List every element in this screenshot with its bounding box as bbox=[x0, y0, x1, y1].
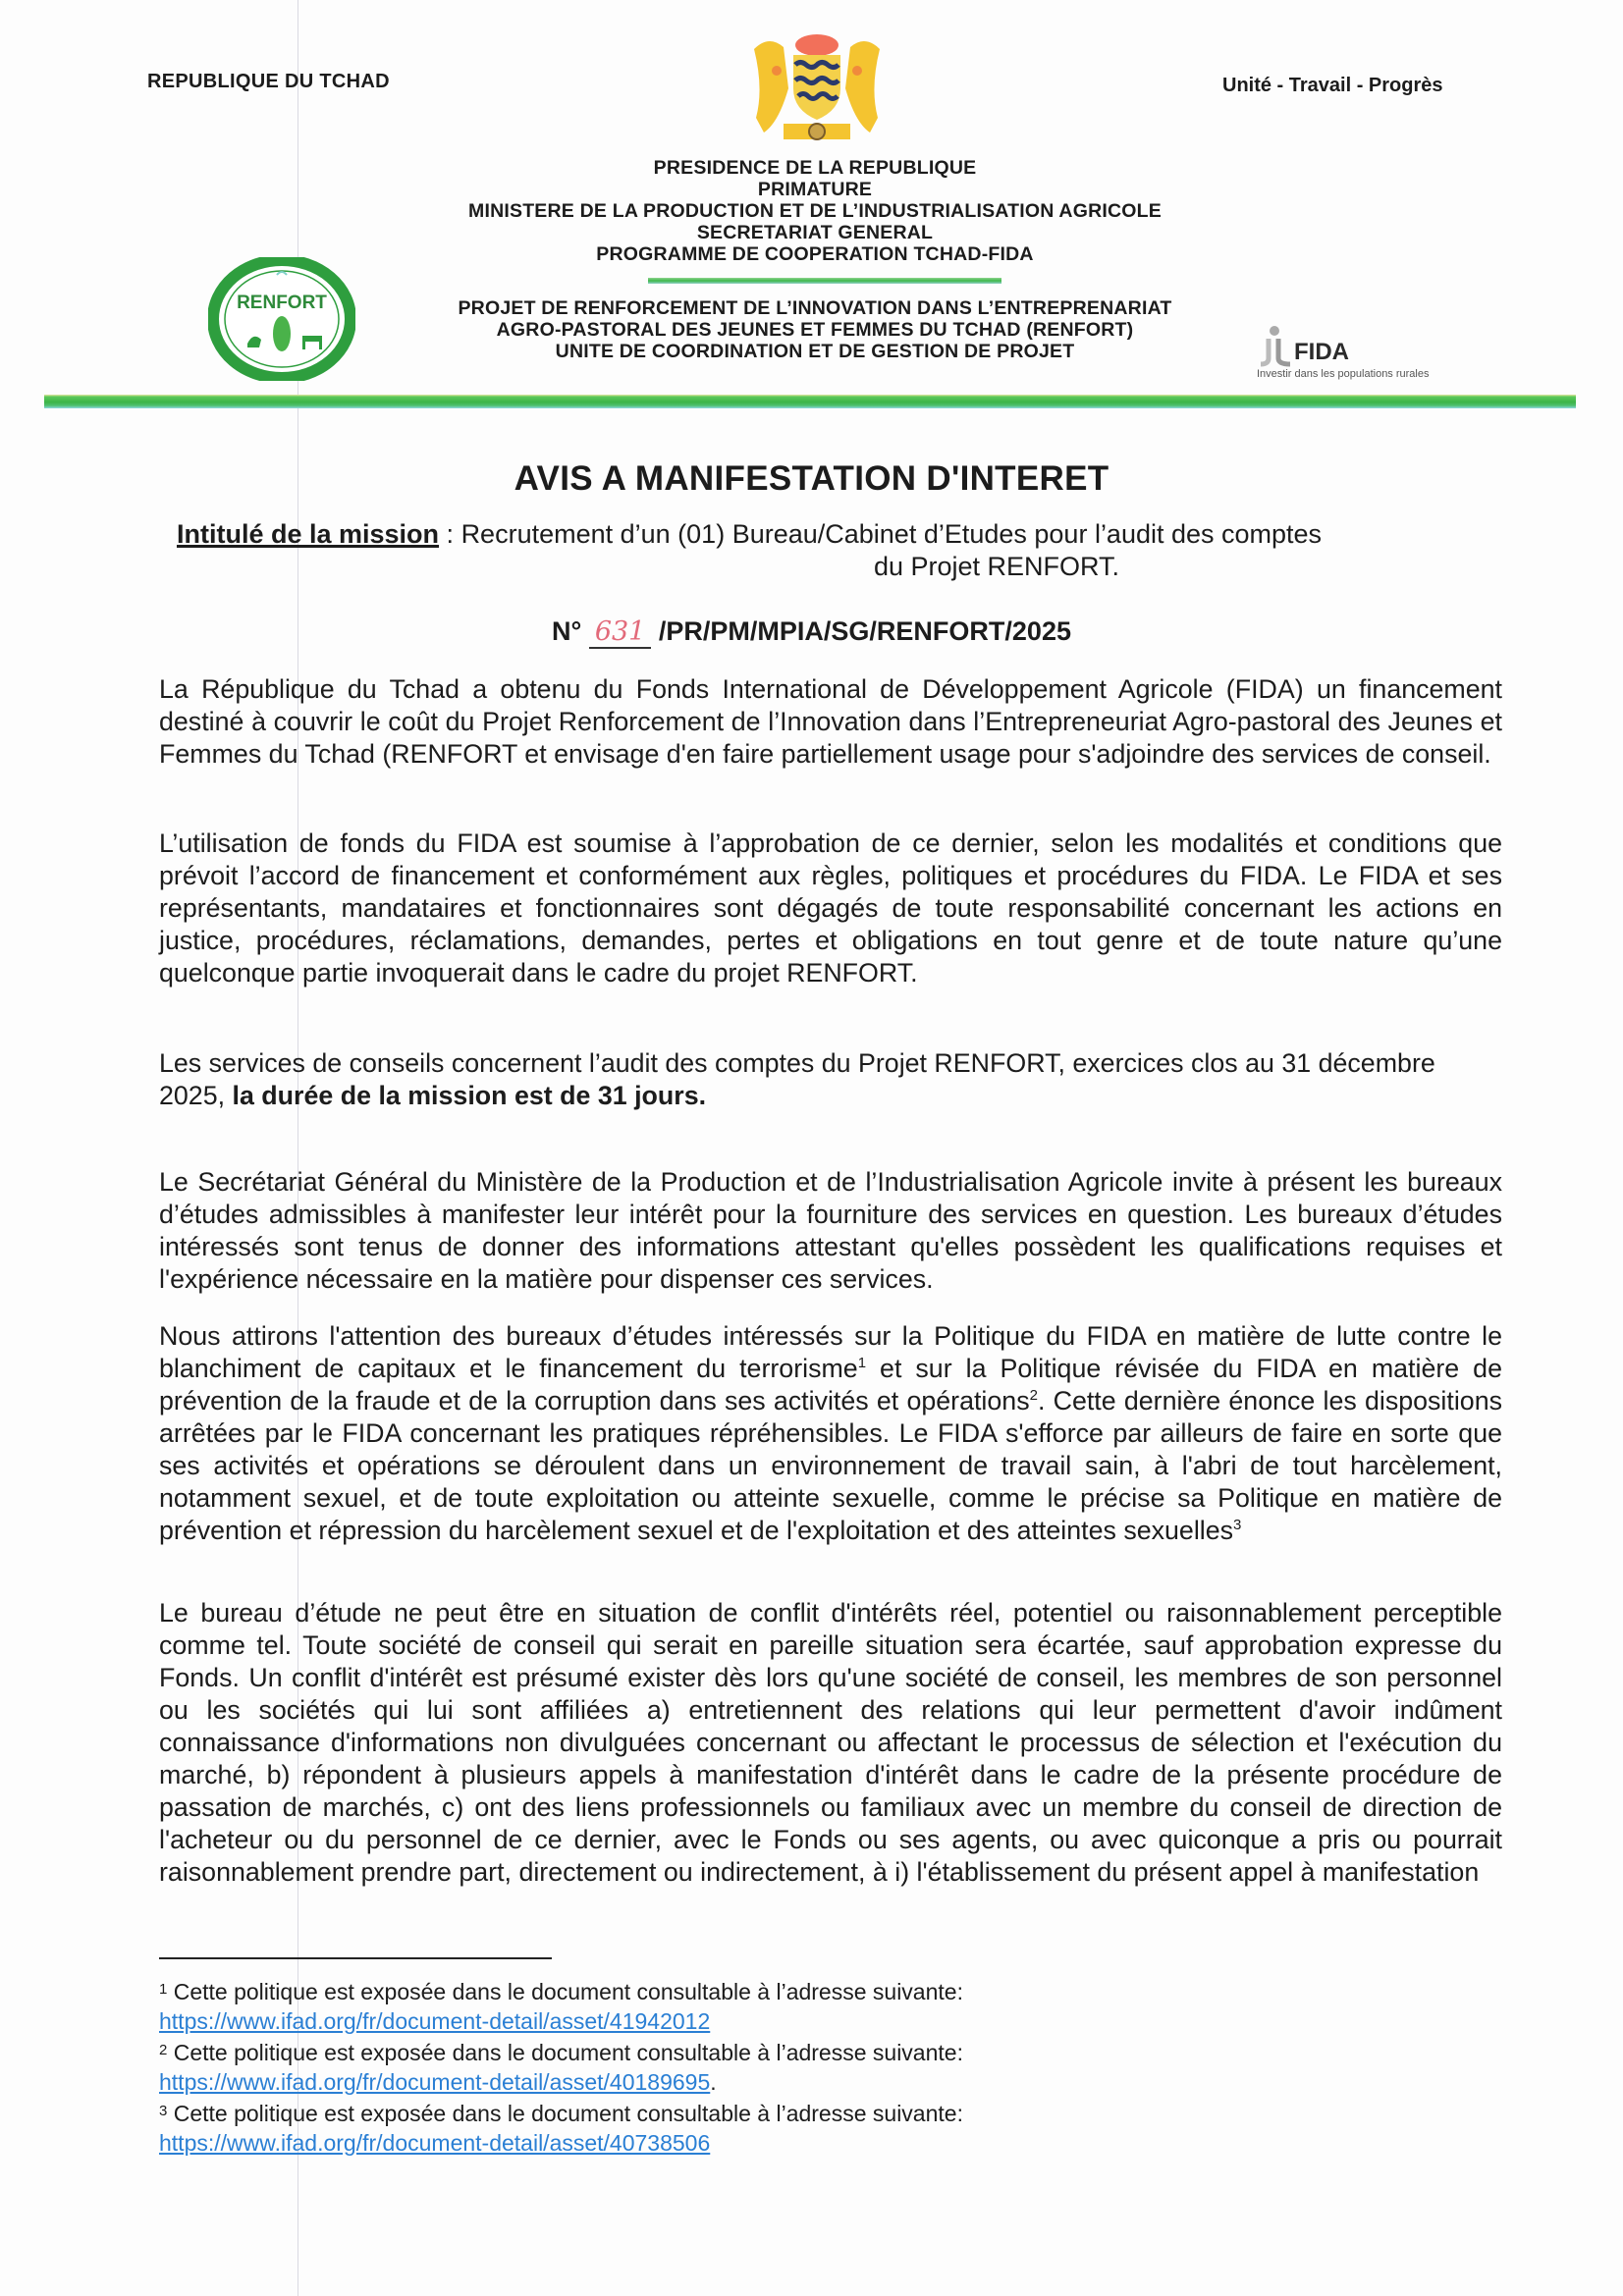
mission-label: Intitulé de la mission bbox=[177, 519, 440, 549]
fida-wordmark: FIDA bbox=[1294, 339, 1349, 365]
footnote-number: 1 bbox=[159, 1981, 168, 1998]
footnote-ref-3[interactable]: 3 bbox=[1233, 1517, 1242, 1534]
mission-text-continued: du Projet RENFORT. bbox=[873, 552, 1120, 581]
mission-text: Recrutement d’un (01) Bureau/Cabinet d’Etudes pour l’audit des comptes bbox=[460, 519, 1323, 549]
mission-title bbox=[177, 518, 1492, 583]
footnote-trail: . bbox=[710, 2068, 717, 2095]
reference-suffix: /PR/PM/MPIA/SG/RENFORT/2025 bbox=[658, 616, 1071, 646]
project-line: PROJET DE RENFORCEMENT DE L’INNOVATION DANS L’ENTREPRENARIAT bbox=[458, 297, 1172, 319]
policy-text: . Cette dernière énonce les dispositions arrêtées par le FIDA concernant les pratiques répréhensibles. Le FIDA s'efforce par ailleurs de faire en sorte que ses activités et opérations se déroulent dans un environnement de travail sain, à l'abri de tout harcèlement, notamment sexuel, et de toute exploitation ou atteinte sexuelle, comme le précise sa Politique en matière de prévention et répression du harcèlement sexuel et de l'exploitation et des atteintes sexuelles bbox=[159, 1386, 1502, 1545]
institution-line: PRIMATURE bbox=[757, 179, 873, 200]
paragraph-fida-conditions: L’utilisation de fonds du FIDA est soumise à l’approbation de ce dernier, selon les modalités et conditions que prévoit l’accord de financement et conformément aux règles, politiques et procédures du FIDA. Le FIDA et ses représentants, mandataires et fonctionnaires sont dégagés de toute responsabilité concernant les actions en justice, procédures, réclamations, demandes, pertes et obligations en tout genre et de toute nature qu’une quelconque partie invoquerait dans le cadre du projet RENFORT. bbox=[159, 828, 1502, 988]
paragraph-services bbox=[159, 1047, 1502, 1112]
footnote-link[interactable]: https://www.ifad.org/fr/document-detail/asset/40189695 bbox=[159, 2068, 711, 2095]
paragraph-funding: La République du Tchad a obtenu du Fonds International de Développement Agricole (FIDA) un financement destiné à couvrir le coût du Projet Renforcement de l’Innovation dans l’Entrepreneuriat Agro-pastoral des Jeunes et Femmes du Tchad (RENFORT et envisage d'en faire partiellement usage pour s'adjoindre des services de conseil. bbox=[159, 674, 1502, 769]
paragraph-conflict-of-interest: Le bureau d’étude ne peut être en situation de conflit d'intérêts réel, potentiel ou raisonnablement perceptible comme tel. Toute société de conseil qui serait en pareille situation sera écartée, sauf approbation expresse du Fonds. Un conflit d'intérêt est présumé exister dès lors qu'une société de conseil, les membres de son personnel ou les sociétés qui lui sont affiliées a) entretiennent des relations qui leur permettent d'avoir indûment connaissance d'informations non divulguées concernant ou affectant le processus de sélection et l'exécution du marché, b) répondent à plusieurs appels à manifestation d'intérêt dans le cadre de la présente procédure de passation de marchés, c) ont des liens professionnels ou familiaux avec un membre du conseil de direction de l'acheteur ou du personnel de ce dernier, avec le Fonds ou ses agents, ou avec quiconque a pris ou pourrait raisonnablement prendre part, directement ou indirectement, à i) l'établissement du présent appel à manifestation bbox=[159, 1598, 1502, 1887]
reference-number bbox=[0, 616, 1623, 649]
footnote-ref-1[interactable]: 1 bbox=[857, 1355, 867, 1372]
institution-header bbox=[295, 157, 1335, 265]
policy-text: Nous attirons l'attention des bureaux d’études intéressés sur la Politique du FIDA en matière de lutte contre le blanchiment de capitaux et le financement du terrorisme bbox=[159, 1321, 1502, 1383]
reference-prefix: N° bbox=[552, 616, 582, 646]
policy-text: et sur la Politique révisée du FIDA en matière de prévention de la fraude et de la corruption dans ses activités et opérations bbox=[159, 1354, 1502, 1415]
footnote-text: Cette politique est exposée dans le document consultable à l’adresse suivante: bbox=[173, 1979, 963, 2004]
paragraph-fida-policies bbox=[159, 1320, 1502, 1547]
fida-tagline: Investir dans les populations rurales bbox=[1257, 368, 1430, 380]
fida-emblem-icon bbox=[1257, 325, 1292, 368]
footnote-3 bbox=[159, 2097, 963, 2158]
footnote-number: 2 bbox=[159, 2042, 168, 2058]
footnote-1 bbox=[159, 1975, 963, 2036]
institution-line: PROGRAMME DE COOPERATION TCHAD-FIDA bbox=[596, 243, 1034, 265]
paragraph-invitation: Le Secrétariat Général du Ministère de la Production et de l’Industrialisation Agricole invite à présent les bureaux d’études admissibles à manifester leur intérêt pour la fourniture des services en question. Les bureaux d’études intéressés sont tenus de donner des informations attestant qu'elles possèdent les qualifications requises et l'expérience nécessaire en la matière pour dispenser ces services. bbox=[159, 1167, 1502, 1294]
footnotes bbox=[159, 1975, 963, 2158]
services-text: Les services de conseils concernent l’audit des comptes du Projet RENFORT, exercices clos au 31 décembre 2025, bbox=[159, 1048, 1435, 1110]
footnote-ref-2[interactable]: 2 bbox=[1029, 1387, 1038, 1405]
mission-separator: : bbox=[439, 519, 461, 549]
project-header bbox=[295, 297, 1335, 362]
chad-coat-of-arms-icon bbox=[744, 29, 890, 147]
header-divider bbox=[648, 278, 1001, 284]
handwritten-number: 631 bbox=[589, 616, 652, 649]
country-name: REPUBLIQUE DU TCHAD bbox=[147, 71, 390, 92]
institution-line: PRESIDENCE DE LA REPUBLIQUE bbox=[653, 157, 977, 179]
footnote-text: Cette politique est exposée dans le document consultable à l’adresse suivante: bbox=[173, 2101, 963, 2126]
institution-line: SECRETARIAT GENERAL bbox=[696, 222, 934, 243]
footnote-number: 3 bbox=[159, 2103, 168, 2119]
footnote-link[interactable]: https://www.ifad.org/fr/document-detail/asset/40738506 bbox=[159, 2129, 711, 2156]
fida-logo bbox=[1257, 319, 1492, 388]
project-line: UNITE DE COORDINATION ET DE GESTION DE PROJET bbox=[555, 341, 1075, 362]
institution-line: MINISTERE DE LA PRODUCTION ET DE L’INDUSTRIALISATION AGRICOLE bbox=[468, 200, 1162, 222]
footnote-link[interactable]: https://www.ifad.org/fr/document-detail/asset/41942012 bbox=[159, 2007, 711, 2034]
project-line: AGRO-PASTORAL DES JEUNES ET FEMMES DU TCHAD (RENFORT) bbox=[496, 319, 1134, 341]
mission-duration: la durée de la mission est de 31 jours. bbox=[232, 1081, 707, 1110]
document-title: AVIS A MANIFESTATION D'INTERET bbox=[514, 459, 1109, 498]
header-green-bar bbox=[44, 395, 1576, 408]
national-motto: Unité - Travail - Progrès bbox=[1222, 75, 1443, 96]
footnote-2 bbox=[159, 2036, 963, 2097]
svg-text:RENFORT: RENFORT bbox=[237, 293, 327, 313]
footnote-text: Cette politique est exposée dans le document consultable à l’adresse suivante: bbox=[173, 2040, 963, 2065]
footnote-divider bbox=[159, 1957, 552, 1959]
